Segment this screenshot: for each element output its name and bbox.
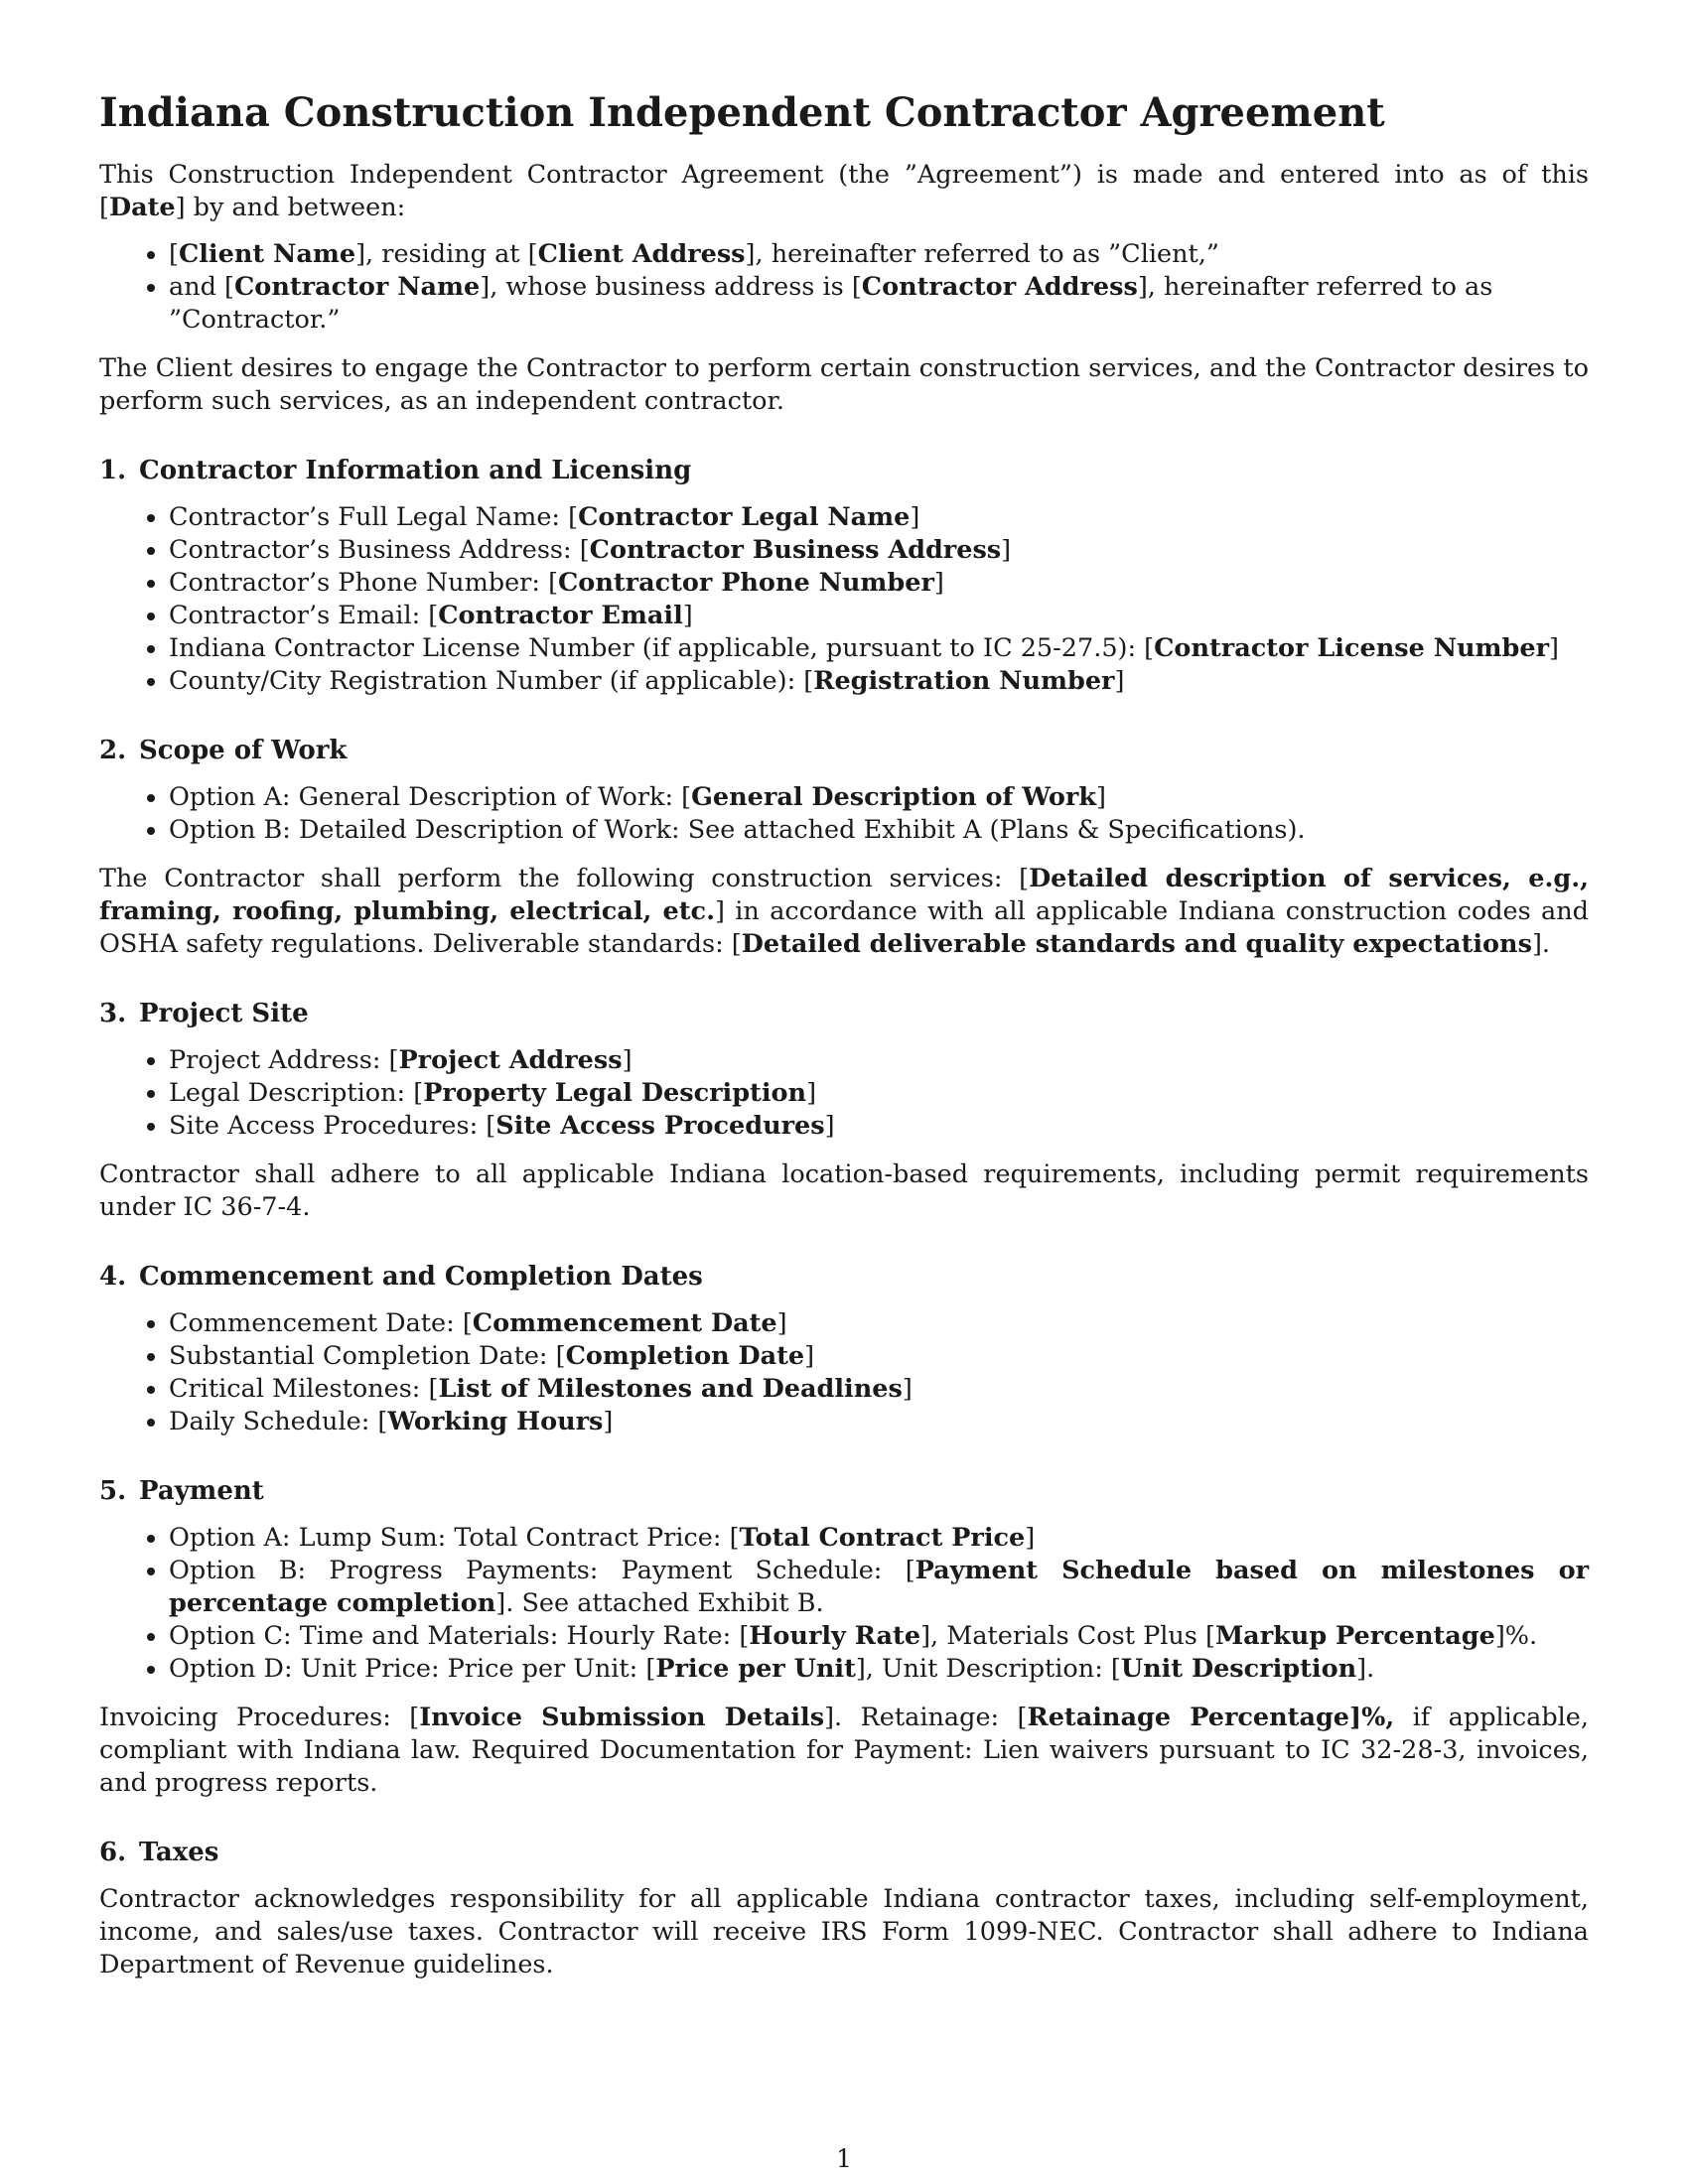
list-item (169, 567, 1589, 600)
intro-text: This Construction Independent Contractor Agreement (the ”Agreement”) is made and entered into as of this [ (99, 160, 1589, 222)
section-number: 1. (99, 456, 127, 485)
invoicing-paragraph (99, 1702, 1589, 1800)
list-item (169, 1373, 1589, 1406)
section-3-heading (99, 997, 1589, 1030)
list-item (169, 600, 1589, 632)
text: ], hereinafter referred to as ”Contractor.” (169, 272, 1493, 335)
item-placeholder: Working Hours (387, 1407, 604, 1436)
purpose-paragraph: The Client desires to engage the Contractor to perform certain construction services, and the Contractor desires to perform such services, as an independent contractor. (99, 353, 1589, 416)
item-placeholder: Site Access Procedures (495, 1111, 825, 1141)
markup-placeholder: Markup Percentage (1214, 1621, 1495, 1651)
section-title: Scope of Work (139, 736, 348, 765)
section-title: Taxes (139, 1838, 219, 1867)
text: Invoicing Procedures: [ (99, 1703, 420, 1732)
services-placeholder: Detailed description of services, e.g., framing, roofing, plumbing, electrical, etc. (99, 864, 1589, 926)
section-5-heading (99, 1474, 1589, 1508)
text: ]%. (1494, 1621, 1538, 1651)
text: ], Materials Cost Plus [ (920, 1621, 1215, 1651)
unit-description-placeholder: Unit Description (1120, 1654, 1357, 1684)
text: ] in accordance with all applicable Indiana construction codes and OSHA safety regulations. Deliverable standards: [ (99, 896, 1590, 959)
text: [ (169, 239, 179, 269)
item-label: County/City Registration Number (if applicable): [ (169, 666, 814, 696)
text: ], residing at [ (355, 239, 538, 269)
item-placeholder: Contractor Phone Number (558, 568, 934, 598)
section-number: 2. (99, 736, 127, 765)
list-item (169, 534, 1589, 567)
item-label: Option D: Unit Price: Price per Unit: [ (169, 1654, 656, 1684)
item-label: Substantial Completion Date: [ (169, 1341, 566, 1371)
parties-list (99, 238, 1589, 337)
list-item (169, 1340, 1589, 1373)
item-label: Option B: Progress Payments: Payment Schedule: [ (169, 1556, 915, 1585)
item-label: Site Access Procedures: [ (169, 1111, 496, 1141)
item-label: Project Address: [ (169, 1045, 399, 1075)
section-2-list (99, 781, 1589, 847)
text: ] (1096, 782, 1106, 812)
section-title: Contractor Information and Licensing (139, 456, 692, 485)
item-placeholder: Total Contract Price (739, 1523, 1026, 1553)
contractor-name-placeholder: Contractor Name (234, 272, 481, 302)
item-placeholder: General Description of Work (691, 782, 1097, 812)
list-item (169, 1307, 1589, 1340)
text: ] (933, 568, 944, 598)
item-label: Contractor’s Phone Number: [ (169, 568, 559, 598)
text: ] (776, 1308, 787, 1338)
item-label: Daily Schedule: [ (169, 1407, 388, 1436)
section-title: Payment (139, 1476, 264, 1506)
text: ], hereinafter referred to as ”Client,” (745, 239, 1219, 269)
text: ]. See attached Exhibit B. (495, 1588, 824, 1618)
text: ] (1114, 666, 1125, 696)
list-item (169, 632, 1589, 665)
item-label: Indiana Contractor License Number (if applicable, pursuant to IC 25-27.5): [ (169, 633, 1155, 663)
item-label: Contractor’s Full Legal Name: [ (169, 502, 579, 532)
text: ] (1549, 633, 1559, 663)
retainage-placeholder: Retainage Percentage]%, (1027, 1703, 1395, 1732)
list-item (169, 501, 1589, 534)
section-title: Project Site (139, 999, 309, 1028)
invoice-placeholder: Invoice Submission Details (419, 1703, 825, 1732)
item-label: Commencement Date: [ (169, 1308, 473, 1338)
section-1-heading (99, 454, 1589, 487)
text: The Contractor shall perform the following construction services: [ (99, 864, 1030, 893)
item-placeholder: Payment Schedule based on milestones or percentage completion (169, 1556, 1590, 1618)
text: ]. (1356, 1654, 1375, 1684)
text: ] (910, 502, 920, 532)
item-label: Critical Milestones: [ (169, 1374, 439, 1404)
text: ], Unit Description: [ (855, 1654, 1121, 1684)
item-label: Contractor’s Email: [ (169, 601, 439, 630)
text: and [ (169, 272, 235, 302)
section-4-list (99, 1307, 1589, 1438)
page-number: 1 (836, 2144, 852, 2173)
intro-text-end: ] by and between: (175, 193, 406, 222)
hourly-rate-placeholder: Hourly Rate (749, 1621, 921, 1651)
list-item: • Option B: Detailed Description of Work: See attached Exhibit A (Plans & Specifications). (169, 814, 1589, 847)
intro-paragraph (99, 159, 1589, 224)
client-name-placeholder: Client Name (178, 239, 356, 269)
section-5-list (99, 1522, 1589, 1686)
item-placeholder: Contractor Email (438, 601, 683, 630)
text: ] (804, 1341, 815, 1371)
section-number: 4. (99, 1262, 127, 1292)
item-placeholder: Contractor Legal Name (578, 502, 911, 532)
section-3-list (99, 1044, 1589, 1143)
document-page (99, 87, 1589, 1995)
section-6-heading (99, 1836, 1589, 1869)
text: ]. (1531, 929, 1551, 959)
list-item (169, 1555, 1589, 1620)
item-placeholder: Commencement Date (472, 1308, 777, 1338)
unit-price-placeholder: Price per Unit (655, 1654, 856, 1684)
text: ] (806, 1078, 817, 1108)
taxes-paragraph: Contractor acknowledges responsibility for all applicable Indiana contractor taxes, including self-employment, income, and sales/use taxes. Contractor will receive IRS Form 1099-NEC. Contractor shall adhere to Indiana Department of Revenue guidelines. (99, 1884, 1589, 1979)
list-item (169, 665, 1589, 698)
list-item (169, 781, 1589, 814)
text: ] (1001, 535, 1012, 565)
text: ] (603, 1407, 614, 1436)
text: if applicable, compliant with Indiana law. Required Documentation for Payment: Lien waivers pursuant to IC 32-28-3, invoices, and progress reports. (99, 1703, 1589, 1798)
section-number: 6. (99, 1838, 127, 1867)
list-item (169, 1406, 1589, 1438)
text: ] (682, 601, 693, 630)
item-label: Legal Description: [ (169, 1078, 424, 1108)
text: ] (902, 1374, 913, 1404)
list-item (169, 1522, 1589, 1555)
text: ] (1025, 1523, 1036, 1553)
section-number: 3. (99, 999, 127, 1028)
standards-placeholder: Detailed deliverable standards and quality expectations (741, 929, 1532, 959)
item-placeholder: Completion Date (565, 1341, 805, 1371)
contractor-address-placeholder: Contractor Address (861, 272, 1138, 302)
site-paragraph: Contractor shall adhere to all applicable Indiana location-based requirements, including permit requirements under IC 36-7-4. (99, 1160, 1589, 1222)
item-label: Option A: Lump Sum: Total Contract Price: [ (169, 1523, 740, 1553)
item-label: Option C: Time and Materials: Hourly Rate: [ (169, 1621, 750, 1651)
item-placeholder: Contractor Business Address (589, 535, 1002, 565)
item-placeholder: Contractor License Number (1154, 633, 1550, 663)
item-label: Option A: General Description of Work: [ (169, 782, 692, 812)
item-label: Contractor’s Business Address: [ (169, 535, 590, 565)
party-contractor (169, 271, 1589, 337)
list-item (169, 1110, 1589, 1143)
list-item (169, 1620, 1589, 1653)
text: ]. Retainage: [ (824, 1703, 1028, 1732)
item-placeholder: Registration Number (813, 666, 1115, 696)
list-item (169, 1077, 1589, 1110)
text: ], whose business address is [ (480, 272, 862, 302)
scope-paragraph (99, 863, 1589, 961)
item-placeholder: Project Address (398, 1045, 623, 1075)
date-placeholder: Date (108, 193, 176, 222)
text: ] (622, 1045, 633, 1075)
client-address-placeholder: Client Address (537, 239, 746, 269)
text: ] (824, 1111, 835, 1141)
list-item (169, 1653, 1589, 1686)
section-title: Commencement and Completion Dates (139, 1262, 703, 1292)
list-item (169, 1044, 1589, 1077)
party-client (169, 238, 1589, 271)
document-title: Indiana Construction Independent Contractor Agreement (99, 89, 1385, 136)
item-placeholder: List of Milestones and Deadlines (438, 1374, 903, 1404)
section-number: 5. (99, 1476, 127, 1506)
section-1-list (99, 501, 1589, 698)
item-placeholder: Property Legal Description (423, 1078, 807, 1108)
section-2-heading (99, 734, 1589, 767)
section-4-heading (99, 1260, 1589, 1294)
